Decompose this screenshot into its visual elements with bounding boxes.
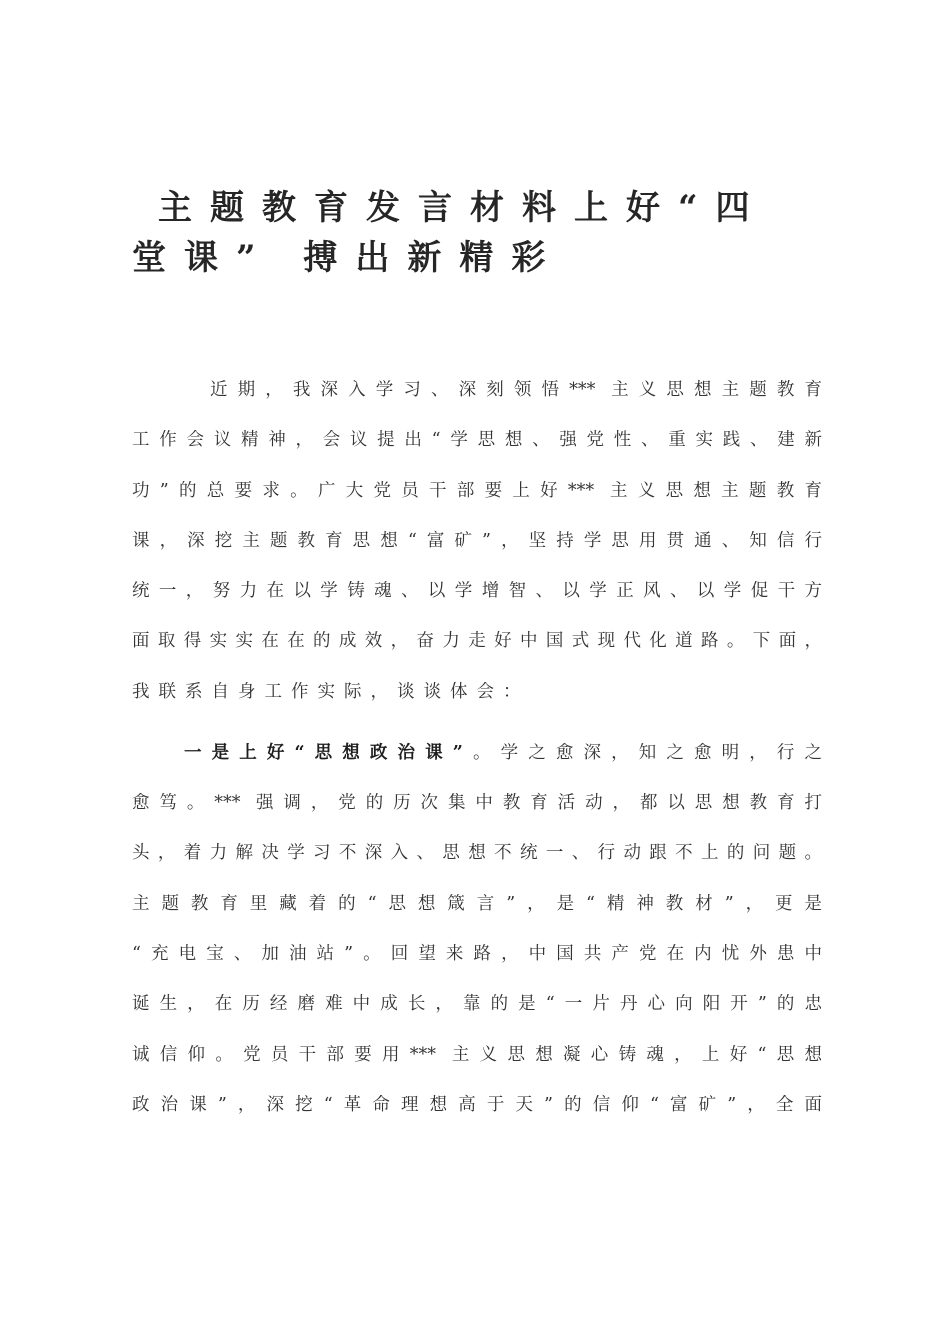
paragraph-line: 主题教育里藏着的“思想箴言”，是“精神教材”，更是 — [132, 893, 822, 914]
paragraph-line: 统一，努力在以学铸魂、以学增智、以学正风、以学促干方 — [132, 581, 822, 602]
paragraph-lead-line — [132, 741, 822, 766]
paragraph-line: 政治课”，深挖“革命理想高于天”的信仰“富矿”，全面 — [132, 1094, 822, 1115]
paragraph-line: 课，深挖主题教育思想“富矿”，坚持学思用贯通、知信行 — [132, 530, 822, 551]
paragraph-line: 我联系自身工作实际，谈谈体会： — [132, 681, 530, 702]
paragraph-line: 诞生，在历经磨难中成长，靠的是“一片丹心向阳开”的忠 — [132, 994, 822, 1015]
paragraph-line: 功”的总要求。广大党员干部要上好*** 主义思想主题教育 — [132, 480, 822, 501]
paragraph-intro — [132, 378, 822, 705]
document-title — [132, 183, 822, 283]
paragraph-line: 诚信仰。党员干部要用*** 主义思想凝心铸魂，上好“思想 — [132, 1044, 822, 1065]
section-heading: 一是上好“思想政治课” — [184, 742, 463, 763]
paragraph-lead-text: 。学之愈深，知之愈明，行之 — [462, 742, 822, 763]
document-body — [132, 378, 822, 1118]
title-line-1: 主题教育发言材料上好“四 — [158, 188, 768, 228]
paragraph-line: 愈笃。*** 强调，党的历次集中教育活动，都以思想教育打 — [132, 793, 822, 814]
paragraph-line: 面取得实实在在的成效，奋力走好中国式现代化道路。下面， — [132, 631, 822, 652]
paragraph-line: “充电宝、加油站”。回望来路，中国共产党在内忧外患中 — [132, 943, 822, 964]
paragraph-line: 工作会议精神，会议提出“学思想、强党性、重实践、建新 — [132, 430, 822, 451]
paragraph-line: 近期，我深入学习、深刻领悟*** 主义思想主题教育 — [210, 380, 822, 400]
paragraph-line: 头，着力解决学习不深入、思想不统一、行动跟不上的问题。 — [132, 843, 822, 864]
paragraph-thought-politics — [132, 741, 822, 1118]
title-line-2: 堂课” 搏出新精彩 — [132, 238, 564, 278]
